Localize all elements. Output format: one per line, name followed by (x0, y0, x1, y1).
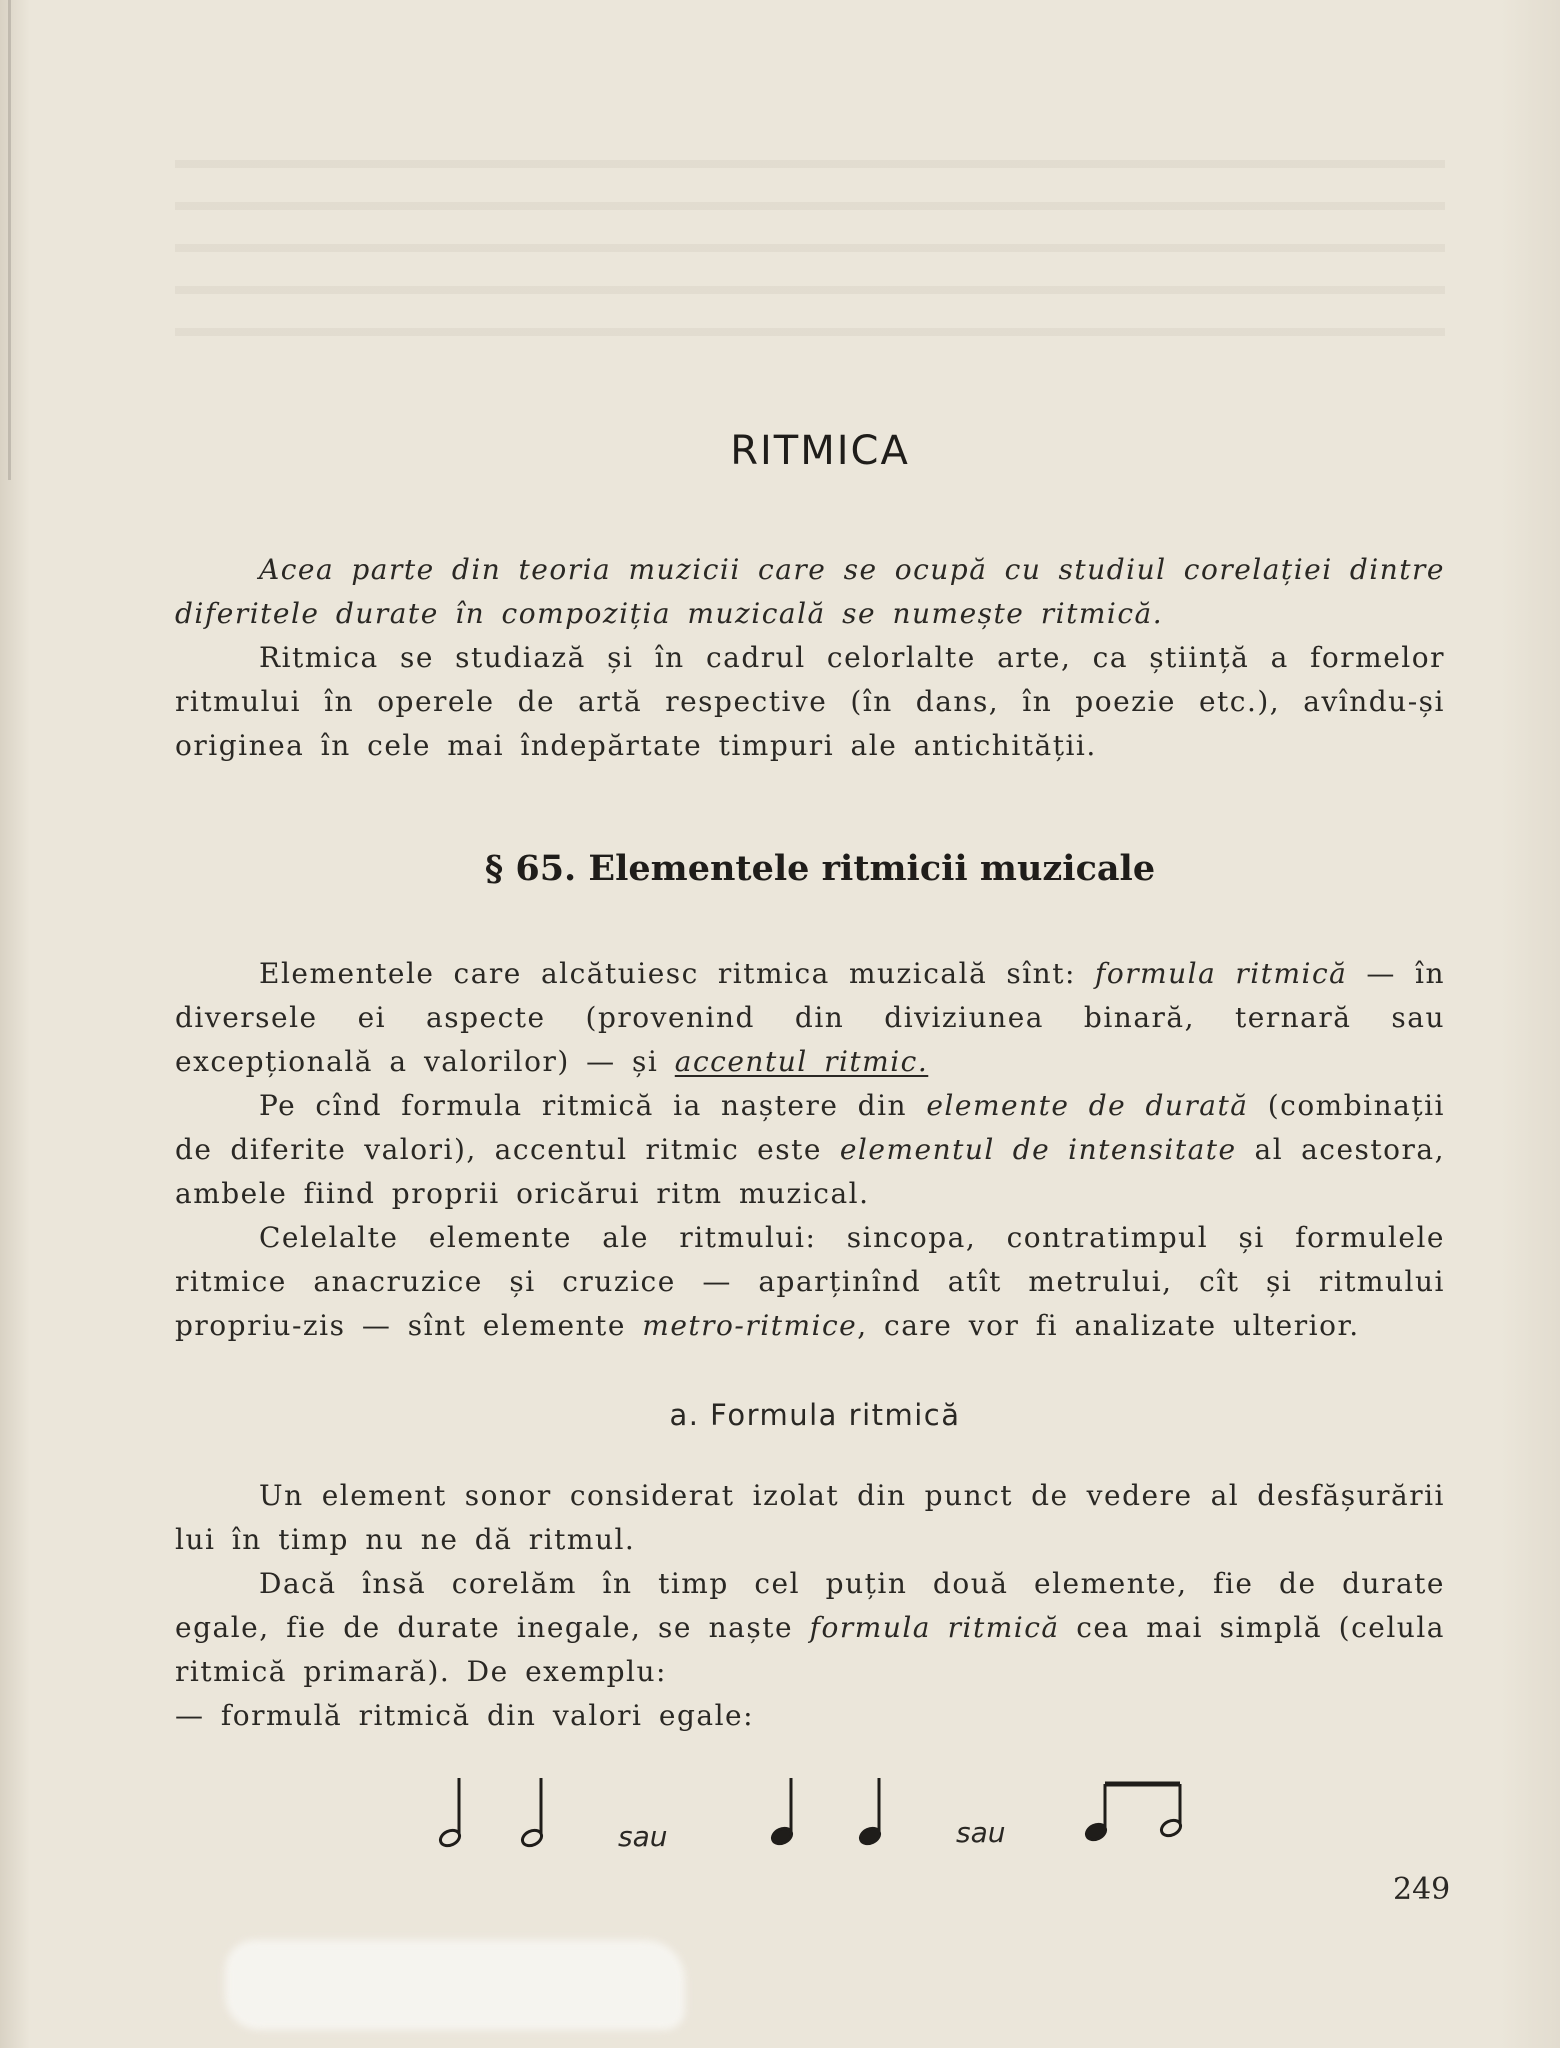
subsection-body (175, 1474, 1445, 1738)
text-run: Pe cînd formula ritmică ia naștere din (259, 1089, 927, 1122)
term-accentul-ritmic: accentul ritmic. (674, 1045, 929, 1078)
other-elements-paragraph (175, 1216, 1445, 1348)
term-formula-ritmica: formula ritmică (1094, 957, 1348, 990)
page-spine-shadow (8, 0, 11, 480)
isolated-element-paragraph: Un element sonor considerat izolat din punct de vedere al desfășurării lui în timp nu ne dă ritmul. (175, 1479, 1445, 1556)
bracketed-notes-icon (1084, 1784, 1183, 1843)
text-run: Dacă însă corelăm în timp cel puțin două elemente, fie de durate egale, fie de durate inegale, se naște (175, 1567, 1445, 1644)
term-elemente-de-durata: elemente de durată (926, 1089, 1249, 1122)
sau-label: sau (618, 1820, 668, 1853)
page-number: 249 (1393, 1872, 1451, 1907)
text-run: cea mai simplă (celula ritmică primară). De exemplu: (175, 1611, 1445, 1688)
text-run: (combinații de diferite valori), accentul ritmic este (175, 1089, 1446, 1166)
white-smudge (225, 1940, 685, 2030)
half-note-icon (520, 1778, 544, 1849)
text-run: — în diversele ei aspecte (provenind din diviziunea binară, ternară sau excepțională a valorilor) — și (175, 957, 1445, 1078)
term-formula-ritmica: formula ritmică (809, 1611, 1060, 1644)
duration-paragraph (175, 1084, 1445, 1216)
text-run: Celelalte elemente ale ritmului: sincopa, contratimpul și formulele ritmice anacruzice și cruzice — aparținînd atît metrului, cît și ritmului propriu-zis — sînt elemente (175, 1221, 1445, 1342)
elements-paragraph (175, 952, 1445, 1084)
rhythm-notation (420, 1770, 1240, 1880)
subsection-heading: a. Formula ritmică (669, 1398, 961, 1432)
intro-paragraph: Ritmica se studiază și în cadrul celorlalte arte, ca știință a formelor ritmului în operele de artă respective (în dans, în poezie etc.), avîndu-și originea în cele mai îndepărtate timpuri ale antichității. (175, 641, 1445, 762)
quarter-note-icon (858, 1778, 882, 1847)
text-run: Elementele care alcătuiesc ritmica muzicală sînt: (259, 957, 1095, 990)
intro-block (175, 548, 1445, 768)
term-metro-ritmice: metro-ritmice (642, 1309, 858, 1342)
correlation-paragraph (175, 1562, 1445, 1694)
text-run: , care vor fi analizate ulterior. (857, 1309, 1360, 1342)
quarter-note-icon (770, 1778, 794, 1847)
show-through-text (175, 130, 1445, 370)
term-elementul-de-intensitate: elementul de intensitate (839, 1133, 1237, 1166)
sau-label: sau (956, 1816, 1006, 1849)
definition-paragraph: Acea parte din teoria muzicii care se ocupă cu studiul corelației dintre diferitele durate în compoziția muzicală se numește ritmică. (175, 553, 1445, 630)
section-body (175, 952, 1445, 1348)
equal-values-line: — formulă ritmică din valori egale: (175, 1699, 755, 1732)
half-note-icon (438, 1778, 462, 1849)
rhythm-example (420, 1770, 1240, 1880)
page-title: RITMICA (730, 428, 910, 474)
section-heading: § 65. Elementele ritmicii muzicale (484, 848, 1156, 889)
text-run: al acestora, ambele fiind proprii oricărui ritm muzical. (175, 1133, 1445, 1210)
